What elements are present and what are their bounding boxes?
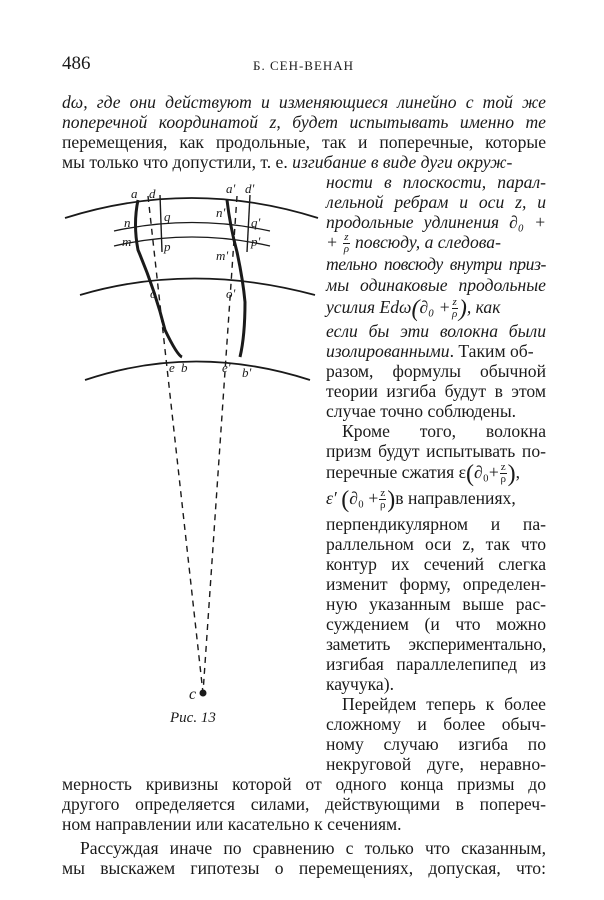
text-line: случае точно соблюдены. <box>326 401 517 421</box>
arc-n <box>114 223 270 232</box>
text-line: лельной ребрам и оси z, и <box>326 192 546 212</box>
text-line: каучука). <box>326 674 394 694</box>
text-line: ε′ (∂₀ + $\frac{z}{\rho}$ )в направлениях, <box>326 486 516 513</box>
text-segment: повсюду, а следова- <box>350 232 501 252</box>
label-o-prime: o' <box>226 286 236 301</box>
text-line: суждением (и что можно <box>326 614 546 634</box>
fiber-right <box>227 200 245 357</box>
text-line <box>326 341 546 361</box>
radial-lines <box>148 196 237 693</box>
fraction-denominator: ρ <box>343 243 350 256</box>
text-segment: , <box>515 462 521 482</box>
text-segment: усилия Edω <box>326 297 412 317</box>
fraction-denominator: ρ <box>380 499 386 512</box>
label-q-prime: q' <box>251 215 261 230</box>
arc-bottom <box>85 362 310 381</box>
label-a: a <box>131 186 138 201</box>
text-segment: ε′ <box>326 488 337 508</box>
fraction <box>452 297 458 320</box>
text-line: другого определяется силами, действующими в попереч- <box>62 794 546 814</box>
text-line: если бы эти волокна были <box>326 321 546 341</box>
text-segment: ∂₀ + <box>349 488 379 508</box>
center-point <box>200 690 207 697</box>
text-segment: изгибание в виде дуги окруж- <box>292 152 513 172</box>
label-d: d <box>149 186 156 201</box>
text-segment: ∂₀ + <box>419 297 451 317</box>
text-line: контур их сечений слегка <box>326 554 546 574</box>
label-m-prime: m' <box>216 248 229 263</box>
text-segment: . Таким об- <box>449 341 534 361</box>
text-line: раллельном оси z, так что <box>326 534 546 554</box>
text-line: продольные удлинения ∂₀ + <box>326 212 546 232</box>
arc-middle <box>80 279 315 296</box>
page-number: 486 <box>62 53 91 74</box>
text-line: перечные сжатия ε(∂₀+ $\frac{z}{\rho}$ ), <box>326 460 521 487</box>
text-line: мерность кривизны которой от одного конца призмы до <box>62 774 546 794</box>
fraction <box>343 232 349 255</box>
text-segment: изолированными <box>326 341 450 361</box>
label-c: c <box>189 686 197 703</box>
text-segment: в направлениях, <box>395 488 516 508</box>
text-segment: мы только что допустили, т. е. <box>62 152 293 172</box>
text-line: dω, где они действуют и изменяющиеся линейно с той же <box>62 92 546 112</box>
radial-line <box>148 196 203 693</box>
label-m: m <box>122 234 132 249</box>
label-o: o <box>150 286 157 301</box>
text-line: тельно повсюду внутри приз- <box>326 254 546 274</box>
label-d-prime: d' <box>245 181 255 196</box>
figure-caption: Рис. 13 <box>170 710 216 726</box>
arcs <box>65 198 318 380</box>
text-segment: + <box>326 232 343 252</box>
text-line <box>326 232 546 255</box>
text-line: мы одинаковые продольные <box>326 275 546 295</box>
edge-d-prime <box>247 195 250 252</box>
running-head: Б. СЕН-ВЕНАН <box>253 58 355 73</box>
fraction-numerator: z <box>344 231 349 244</box>
label-n: n <box>124 215 131 230</box>
label-n-prime: n' <box>216 205 226 220</box>
text-line: теории изгиба будут в этом <box>326 381 546 401</box>
text-line: ном направлении или касательно к сечениям. <box>62 814 402 834</box>
text-line: мы выскажем гипотезы о перемещениях, допуская, что: <box>62 858 546 878</box>
figure-13 <box>0 0 330 760</box>
text-line: Рассуждая иначе по сравнению с только что сказанным, <box>80 838 546 858</box>
text-line: призм будут испытывать по- <box>326 441 546 461</box>
text-line: заметить экспериментально, <box>326 634 546 654</box>
text-line: усилия Edω(∂₀ + $\frac{z}{\rho}$ ), как <box>326 295 501 322</box>
fraction-denominator: ρ <box>452 308 458 321</box>
label-q: q <box>164 209 171 224</box>
text-line: ному случаю изгиба по <box>326 734 546 754</box>
text-line: некруговой дуге, неравно- <box>326 754 546 774</box>
text-line: Кроме того, волокна <box>342 421 546 441</box>
text-line: ности в плоскости, парал- <box>326 172 546 192</box>
label-p: p <box>164 239 171 254</box>
text-line: ную указанным выше рас- <box>326 594 546 614</box>
radial-line <box>203 196 237 693</box>
text-segment: ∂₀+ <box>474 462 499 482</box>
fraction-numerator: z <box>452 296 457 309</box>
label-b: b <box>181 360 188 375</box>
label-b-prime: b' <box>242 365 252 380</box>
text-line: изменит форму, определен- <box>326 574 546 594</box>
label-a-prime: a' <box>226 181 236 196</box>
text-line: разом, формулы обычной <box>326 361 546 381</box>
text-line: изгибая параллелепипед из <box>326 654 546 674</box>
label-e-prime: e' <box>222 360 231 375</box>
text-line: перемещения, как продольные, так и поперечные, которые <box>62 132 546 152</box>
label-e: e <box>169 360 175 375</box>
text-segment: , как <box>466 297 501 317</box>
fraction-numerator: z <box>500 461 506 474</box>
fraction <box>379 488 386 511</box>
fraction-numerator: z <box>380 487 386 500</box>
text-line: сложному и более обыч- <box>326 714 546 734</box>
edge-d <box>160 195 162 252</box>
fraction <box>500 462 507 485</box>
fraction-denominator: ρ <box>500 473 506 486</box>
label-p-prime: p' <box>251 234 261 249</box>
text-line: перпендикулярном и па- <box>326 514 546 534</box>
text-line: поперечной координатой z, будет испытывать именно те <box>62 112 546 132</box>
arc-top <box>65 198 318 218</box>
text-segment: перечные сжатия ε <box>326 462 466 482</box>
text-line: Перейдем теперь к более <box>342 694 546 714</box>
